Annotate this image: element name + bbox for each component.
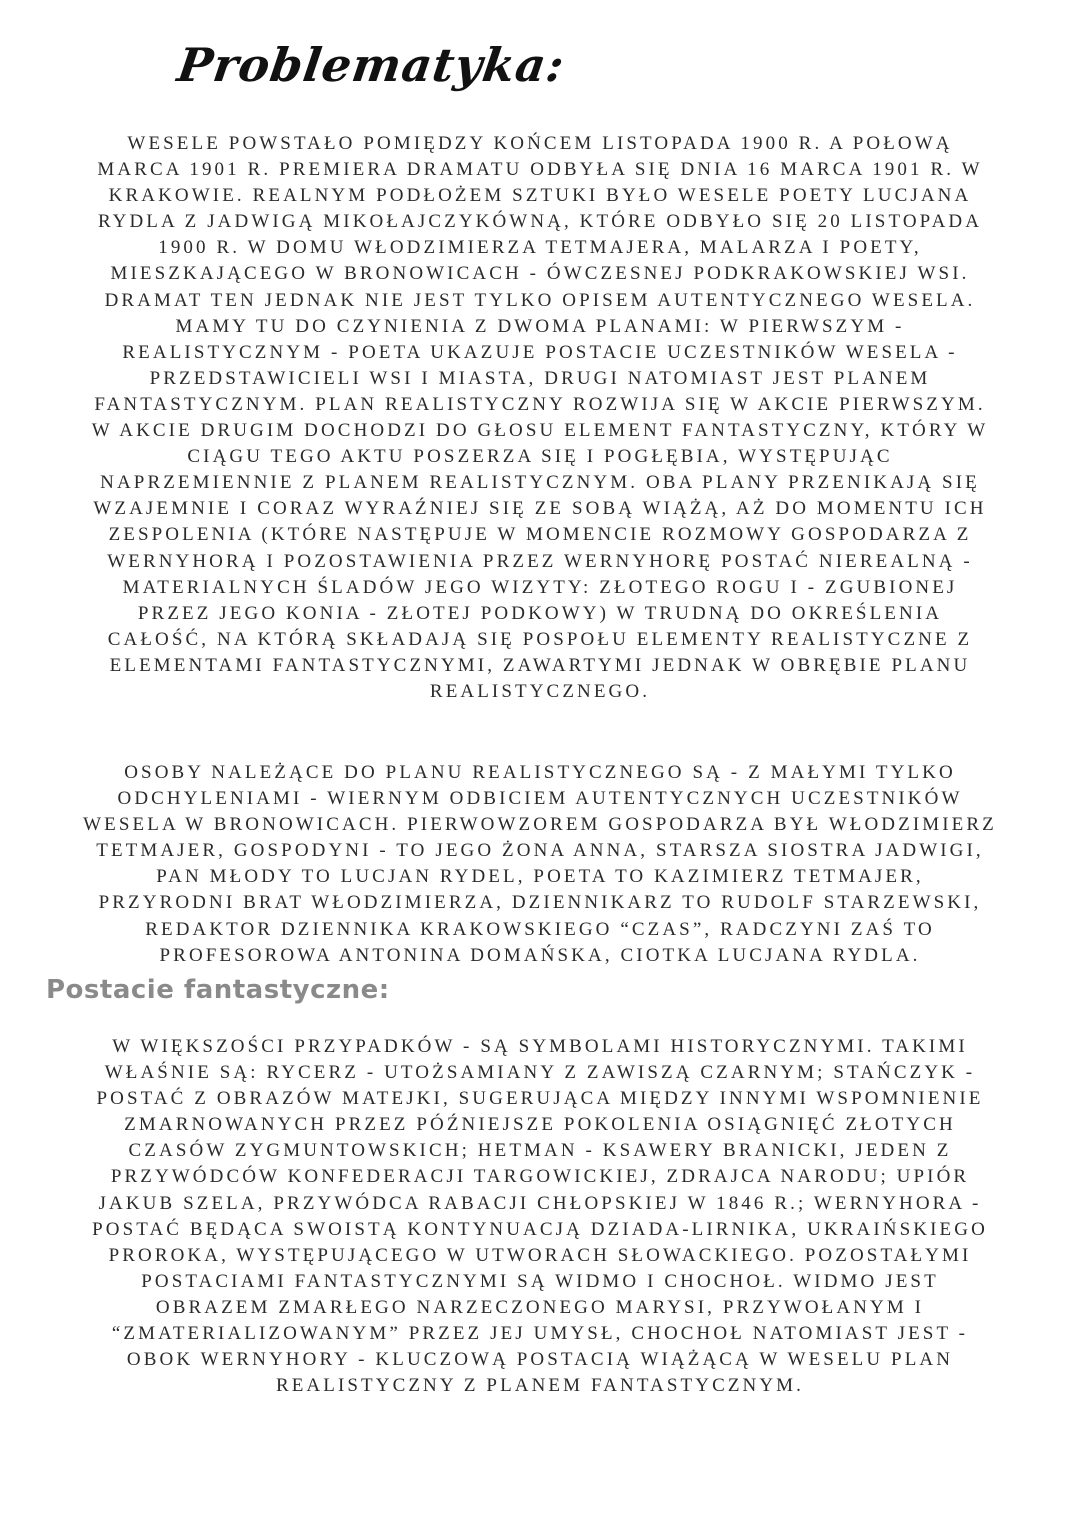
text-line: REALISTYCZNYM - POETA UKAZUJE POSTACIE UCZESTNIKÓW WESELA - <box>122 341 958 363</box>
text-line: CIĄGU TEGO AKTU POSZERZA SIĘ I POGŁĘBIA, WYSTĘPUJĄC <box>187 446 893 468</box>
text-line: W WIĘKSZOŚCI PRZYPADKÓW - SĄ SYMBOLAMI HISTORYCZNYMI. TAKIMI <box>112 1036 968 1057</box>
text-line: KRAKOWIE. REALNYM PODŁOŻEM SZTUKI BYŁO WESELE POETY LUCJANA <box>108 185 972 207</box>
text-line: JAKUB SZELA, PRZYWÓDCA RABACJI CHŁOPSKIEJ W 1846 R.; WERNYHORA - <box>98 1192 982 1214</box>
text-line: CAŁOŚĆ, NA KTÓRĄ SKŁADAJĄ SIĘ POSPOŁU ELEMENTY REALISTYCZNE Z <box>107 628 973 650</box>
paragraph-realistic-characters <box>0 760 1080 969</box>
text-line: ODCHYLENIAMI - WIERNYM ODBICIEM AUTENTYCZNYCH UCZESTNIKÓW <box>117 788 963 810</box>
text-line: WERNYHORĄ I POZOSTAWIENIA PRZEZ WERNYHORĘ POSTAĆ NIEREALNĄ - <box>107 550 973 572</box>
text-line: ELEMENTAMI FANTASTYCZNYMI, ZAWARTYMI JEDNAK W OBRĘBIE PLANU <box>109 654 971 676</box>
paragraph-fantastic-characters <box>0 1034 1080 1399</box>
text-line: W AKCIE DRUGIM DOCHODZI DO GŁOSU ELEMENT FANTASTYCZNY, KTÓRY W <box>91 420 989 442</box>
text-line: PRZYRODNI BRAT WŁODZIMIERZA, DZIENNIKARZ TO RUDOLF STARZEWSKI, <box>98 892 982 914</box>
heading-problematyka: Problematyka: <box>174 38 569 92</box>
text-line: OSOBY NALEŻĄCE DO PLANU REALISTYCZNEGO SĄ - Z MAŁYMI TYLKO <box>124 762 956 783</box>
text-line: MARCA 1901 R. PREMIERA DRAMATU ODBYŁA SIĘ DNIA 16 MARCA 1901 R. W <box>97 159 983 181</box>
text-line: PROROKA, WYSTĘPUJĄCEGO W UTWORACH SŁOWACKIEGO. POZOSTAŁYMI <box>108 1244 972 1266</box>
text-line: OBOK WERNYHORY - KLUCZOWĄ POSTACIĄ WIĄŻĄCĄ W WESELU PLAN <box>126 1349 954 1371</box>
text-line: REALISTYCZNEGO. <box>429 680 651 702</box>
text-line: DRAMAT TEN JEDNAK NIE JEST TYLKO OPISEM AUTENTYCZNEGO WESELA. <box>104 289 976 311</box>
text-line: MATERIALNYCH ŚLADÓW JEGO WIZYTY: ZŁOTEGO ROGU I - ZGUBIONEJ <box>122 576 958 598</box>
text-line: NAPRZEMIENNIE Z PLANEM REALISTYCZNYM. OBA PLANY PRZENIKAJĄ SIĘ <box>100 472 980 494</box>
text-line: PAN MŁODY TO LUCJAN RYDEL, POETA TO KAZIMIERZ TETMAJER, <box>156 866 924 888</box>
paragraph-problematyka <box>0 131 1080 705</box>
text-line: OBRAZEM ZMARŁEGO NARZECZONEGO MARYSI, PRZYWOŁANYM I <box>155 1296 925 1318</box>
text-line: ZESPOLENIA (KTÓRE NASTĘPUJE W MOMENCIE ROZMOWY GOSPODARZA Z <box>108 524 972 546</box>
text-line: CZASÓW ZYGMUNTOWSKICH; HETMAN - KSAWERY BRANICKI, JEDEN Z <box>128 1140 952 1162</box>
text-line: POSTACIAMI FANTASTYCZNYMI SĄ WIDMO I CHOCHOŁ. WIDMO JEST <box>141 1270 939 1292</box>
text-line: WESELE POWSTAŁO POMIĘDZY KOŃCEM LISTOPADA 1900 R. A POŁOWĄ <box>127 133 953 154</box>
text-line: PRZEZ JEGO KONIA - ZŁOTEJ PODKOWY) W TRUDNĄ DO OKREŚLENIA <box>137 602 943 624</box>
text-line: TETMAJER, GOSPODYNI - TO JEGO ŻONA ANNA, STARSZA SIOSTRA JADWIGI, <box>96 840 984 862</box>
heading-postacie-fantastyczne: Postacie fantastyczne: <box>46 975 390 1005</box>
text-line: 1900 R. W DOMU WŁODZIMIERZA TETMAJERA, MALARZA I POETY, <box>158 237 922 259</box>
text-line: MIESZKAJĄCEGO W BRONOWICACH - ÓWCZESNEJ PODKRAKOWSKIEJ WSI. <box>110 263 970 285</box>
text-line: POSTAĆ BĘDĄCA SWOISTĄ KONTYNUACJĄ DZIADA-LIRNIKA, UKRAIŃSKIEGO <box>92 1218 988 1240</box>
text-line: WESELA W BRONOWICACH. PIERWOWZOREM GOSPODARZA BYŁ WŁODZIMIERZ <box>83 814 997 836</box>
text-line: PROFESOROWA ANTONINA DOMAŃSKA, CIOTKA LUCJANA RYDLA. <box>159 944 921 966</box>
text-line: WŁAŚNIE SĄ: RYCERZ - UTOŻSAMIANY Z ZAWISZĄ CZARNYM; STAŃCZYK - <box>104 1062 976 1084</box>
text-line: FANTASTYCZNYM. PLAN REALISTYCZNY ROZWIJA SIĘ W AKCIE PIERWSZYM. <box>94 393 986 415</box>
text-line: ZMARNOWANYCH PRZEZ PÓŹNIEJSZE POKOLENIA OSIĄGNIĘĆ ZŁOTYCH <box>124 1114 956 1136</box>
text-line: WZAJEMNIE I CORAZ WYRAŹNIEJ SIĘ ZE SOBĄ WIĄŻĄ, AŻ DO MOMENTU ICH <box>93 498 987 520</box>
text-line: PRZYWÓDCÓW KONFEDERACJI TARGOWICKIEJ, ZDRAJCA NARODU; UPIÓR <box>110 1166 970 1188</box>
text-line: MAMY TU DO CZYNIENIA Z DWOMA PLANAMI: W PIERWSZYM - <box>175 315 905 337</box>
text-line: PRZEDSTAWICIELI WSI I MIASTA, DRUGI NATOMIAST JEST PLANEM <box>149 367 931 389</box>
text-line: REDAKTOR DZIENNIKA KRAKOWSKIEGO “CZAS”, RADCZYNI ZAŚ TO <box>145 918 935 940</box>
text-line: REALISTYCZNY Z PLANEM FANTASTYCZNYM. <box>275 1375 805 1397</box>
text-line: POSTAĆ Z OBRAZÓW MATEJKI, SUGERUJĄCA MIĘDZY INNYMI WSPOMNIENIE <box>96 1088 984 1110</box>
text-line: “ZMATERIALIZOWANYM” PRZEZ JEJ UMYSŁ, CHOCHOŁ NATOMIAST JEST - <box>111 1323 969 1345</box>
text-line: RYDLA Z JADWIGĄ MIKOŁAJCZYKÓWNĄ, KTÓRE ODBYŁO SIĘ 20 LISTOPADA <box>97 211 983 233</box>
